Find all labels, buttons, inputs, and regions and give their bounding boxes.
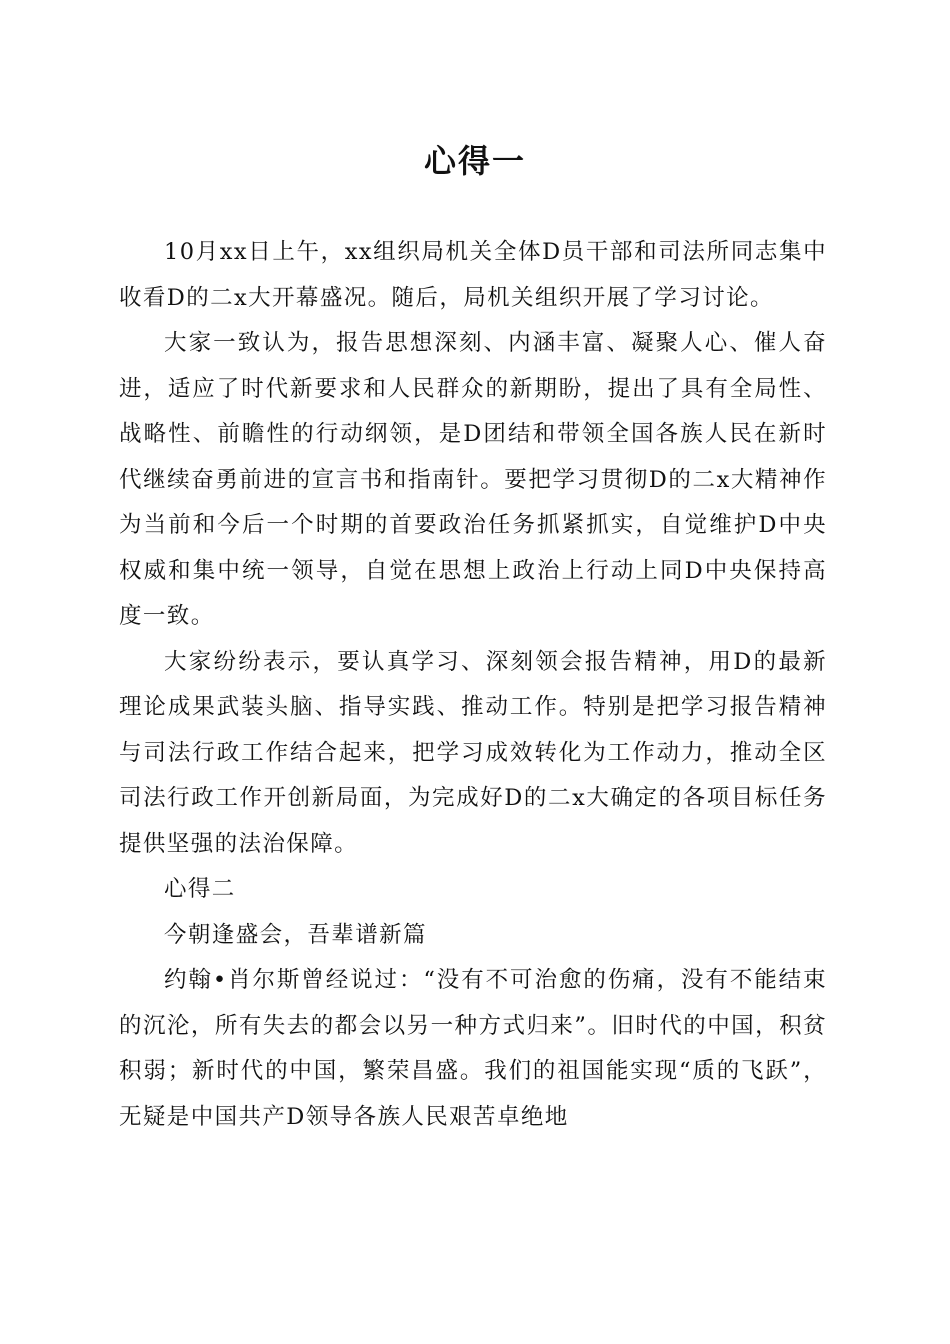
paragraph: 约翰•肖尔斯曾经说过：“没有不可治愈的伤痛，没有不能结束的沉沦，所有失去的都会以另一种方式归来”。旧时代的中国，积贫积弱；新时代的中国，繁荣昌盛。我们的祖国能实现“质的飞跃”，无疑是中国共产D领导各族人民艰苦卓绝地 xyxy=(119,967,827,1130)
document-body xyxy=(119,230,827,1140)
document-title: 心得一 xyxy=(423,142,526,180)
paragraph: 大家纷纷表示，要认真学习、深刻领会报告精神，用D的最新理论成果武装头脑、指导实践、推动工作。特别是把学习报告精神与司法行政工作结合起来，把学习成效转化为工作动力，推动全区司法行政工作开创新局面，为完成好D的二x大确定的各项目标任务提供坚强的法治保障。 xyxy=(119,648,827,857)
section-heading: 心得二 xyxy=(164,876,236,902)
section-subtitle: 今朝逢盛会，吾辈谱新篇 xyxy=(164,921,427,948)
paragraph: 10月xx日上午，xx组织局机关全体D员干部和司法所同志集中收看D的二x大开幕盛况。随后，局机关组织开展了学习讨论。 xyxy=(119,239,827,311)
paragraph: 大家一致认为，报告思想深刻、内涵丰富、凝聚人心、催人奋进，适应了时代新要求和人民群众的新期盼，提出了具有全局性、战略性、前瞻性的行动纲领，是D团结和带领全国各族人民在新时代继续奋勇前进的宣言书和指南针。要把学习贯彻D的二x大精神作为当前和今后一个时期的首要政治任务抓紧抓实，自觉维护D中央权威和集中统一领导，自觉在思想上政治上行动上同D中央保持高度一致。 xyxy=(119,330,827,629)
